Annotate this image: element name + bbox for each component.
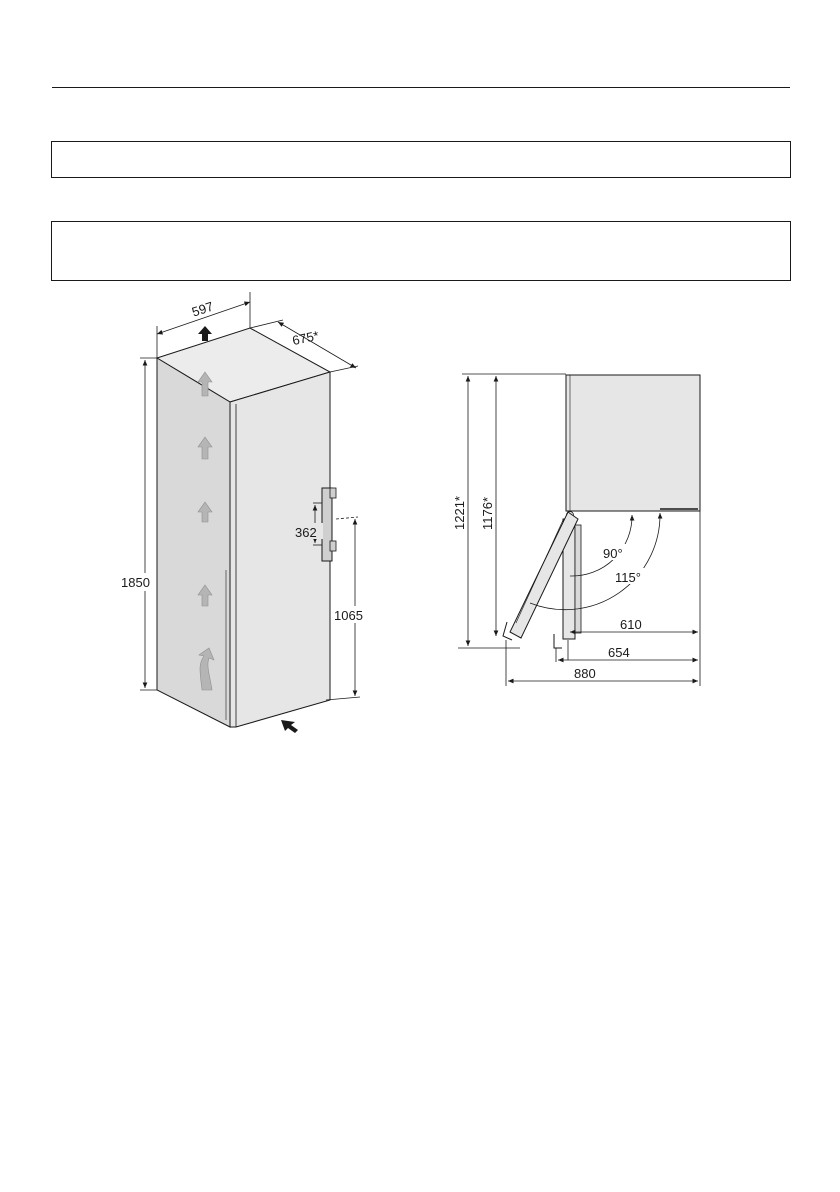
- depth-610-label: 610: [620, 617, 642, 632]
- bottom-airflow-arrow-icon: [281, 720, 298, 733]
- fridge-front-view: [118, 292, 371, 733]
- height-1176-label: 1176*: [480, 496, 495, 530]
- height-1221-label: 1221*: [452, 496, 467, 530]
- width-597-label: 597: [189, 298, 216, 320]
- fridge-side-view: [452, 374, 700, 686]
- door-handle: [322, 488, 336, 561]
- height-1850-label: 1850: [121, 575, 150, 590]
- depth-654-label: 654: [608, 645, 630, 660]
- depth-880-label: 880: [574, 666, 596, 681]
- top-airflow-arrow-icon: [198, 326, 212, 341]
- fridge-side-face: [157, 358, 230, 727]
- angle-115-label: 115°: [615, 570, 641, 585]
- cabinet-body: [566, 375, 700, 511]
- fridge-door: [230, 372, 330, 727]
- depth-675-label: 675*: [290, 327, 321, 349]
- handle-362-label: 362: [295, 525, 317, 540]
- angle-90-label: 90°: [603, 546, 623, 561]
- height-1065-label: 1065: [334, 608, 363, 623]
